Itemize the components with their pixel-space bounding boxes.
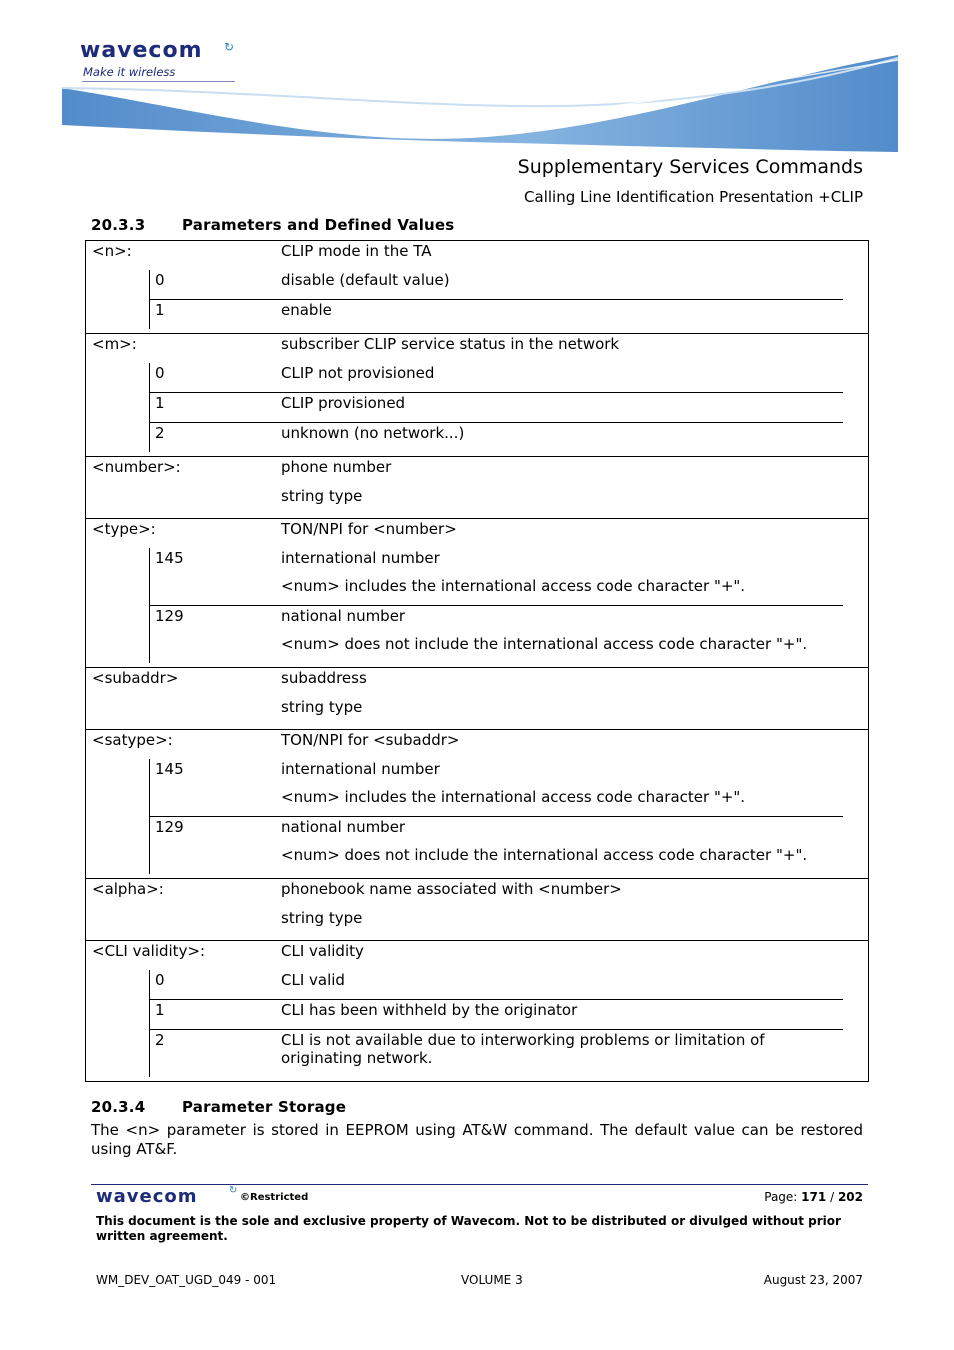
param-value-row xyxy=(150,816,843,874)
param-value-line: CLI is not available due to interworking problems or limitation of originating network. xyxy=(281,1031,765,1067)
param-value-code: 0 xyxy=(155,271,165,289)
logo-swirl-icon: ↻ xyxy=(224,40,235,54)
header-wave-banner xyxy=(0,50,954,160)
param-value-text xyxy=(281,300,843,329)
param-header-row xyxy=(86,941,868,970)
param-name: <alpha>: xyxy=(92,880,164,898)
param-description: TON/NPI for <subaddr> xyxy=(281,731,460,749)
section-number: 20.3.4 xyxy=(91,1098,146,1116)
param-group xyxy=(86,940,868,1081)
document-subtitle: Calling Line Identification Presentation +CLIP xyxy=(524,188,863,206)
page-current: 171 xyxy=(801,1190,827,1204)
section-number: 20.3.3 xyxy=(91,216,146,234)
param-values xyxy=(149,759,843,874)
param-value-code: 2 xyxy=(155,1031,165,1049)
param-description-line xyxy=(86,697,868,725)
param-value-line: national number xyxy=(281,818,406,836)
param-description: subaddress xyxy=(281,669,367,687)
page-label: Page: xyxy=(764,1190,798,1204)
param-value-text xyxy=(281,817,843,874)
param-group xyxy=(86,729,868,878)
section-title: Parameter Storage xyxy=(182,1098,347,1116)
param-value-code: 2 xyxy=(155,424,165,442)
param-value-code: 0 xyxy=(155,971,165,989)
document-title: Supplementary Services Commands xyxy=(517,156,863,178)
param-description: subscriber CLIP service status in the network xyxy=(281,335,620,353)
param-name: <subaddr> xyxy=(92,669,179,687)
param-header-row xyxy=(86,334,868,363)
param-description-text: string type xyxy=(281,698,363,716)
param-group xyxy=(86,456,868,518)
param-group xyxy=(86,667,868,729)
param-value-code: 1 xyxy=(155,394,165,412)
param-description-text: string type xyxy=(281,487,363,505)
param-header-row xyxy=(86,668,868,697)
param-name: <m>: xyxy=(92,335,137,353)
param-value-text xyxy=(281,606,843,663)
param-description-line xyxy=(86,486,868,514)
parameters-table xyxy=(85,240,869,1082)
param-name: <CLI validity>: xyxy=(92,942,206,960)
param-value-line: <num> includes the international access code character "+". xyxy=(281,788,746,806)
param-value-code: 0 xyxy=(155,364,165,382)
param-value-code: 145 xyxy=(155,760,184,778)
param-values xyxy=(149,363,843,452)
param-value-row xyxy=(150,548,843,605)
document-date: August 23, 2007 xyxy=(763,1273,863,1287)
param-value-line: disable (default value) xyxy=(281,271,450,289)
param-value-line: international number xyxy=(281,549,440,567)
param-value-text xyxy=(281,393,843,422)
param-value-line: international number xyxy=(281,760,440,778)
param-value-row xyxy=(150,999,843,1029)
param-group xyxy=(86,241,868,333)
param-value-line: <num> does not include the international access code character "+". xyxy=(281,635,808,653)
param-header-row xyxy=(86,519,868,548)
param-name: <satype>: xyxy=(92,731,173,749)
param-description-line xyxy=(86,908,868,936)
page-total: 202 xyxy=(837,1190,863,1204)
param-name: <number>: xyxy=(92,458,181,476)
param-value-row xyxy=(150,299,843,329)
param-value-row xyxy=(150,270,843,299)
param-description: CLI validity xyxy=(281,942,364,960)
param-value-text xyxy=(281,1030,843,1077)
param-value-text xyxy=(281,363,843,392)
document-reference: WM_DEV_OAT_UGD_049 - 001 xyxy=(96,1273,277,1287)
param-name: <type>: xyxy=(92,520,156,538)
section-heading-storage xyxy=(91,1098,346,1116)
section-heading-parameters xyxy=(91,216,454,234)
param-value-text xyxy=(281,970,843,999)
wavecom-logo: wavecom xyxy=(80,38,203,63)
param-name: <n>: xyxy=(92,242,132,260)
param-value-line: <num> includes the international access code character "+". xyxy=(281,577,746,595)
param-description: CLIP mode in the TA xyxy=(281,242,432,260)
param-header-row xyxy=(86,241,868,270)
param-value-row xyxy=(150,605,843,663)
restricted-label: ©Restricted xyxy=(240,1192,309,1203)
footer-divider xyxy=(91,1184,868,1185)
param-value-code: 1 xyxy=(155,301,165,319)
footer-logo-swirl-icon: ↻ xyxy=(229,1185,238,1196)
volume-label: VOLUME 3 xyxy=(461,1273,523,1287)
param-values xyxy=(149,270,843,329)
param-value-row xyxy=(150,392,843,422)
param-value-text xyxy=(281,759,843,816)
param-value-row xyxy=(150,759,843,816)
param-description-text: string type xyxy=(281,909,363,927)
storage-paragraph: The <n> parameter is stored in EEPROM using AT&W command. The default value can be restored using AT&F. xyxy=(91,1121,863,1158)
param-value-row xyxy=(150,363,843,392)
page-separator: / xyxy=(830,1190,835,1204)
param-value-line: enable xyxy=(281,301,332,319)
param-value-line: CLIP provisioned xyxy=(281,394,406,412)
param-value-line: national number xyxy=(281,607,406,625)
param-description: TON/NPI for <number> xyxy=(281,520,457,538)
param-value-row xyxy=(150,1029,843,1077)
param-header-row xyxy=(86,879,868,908)
param-value-line: CLI valid xyxy=(281,971,345,989)
param-description: phonebook name associated with <number> xyxy=(281,880,622,898)
footer-wavecom-logo: wavecom xyxy=(96,1186,198,1207)
param-value-code: 1 xyxy=(155,1001,165,1019)
param-value-line: CLIP not provisioned xyxy=(281,364,435,382)
param-group xyxy=(86,518,868,667)
param-value-row xyxy=(150,970,843,999)
param-value-line: unknown (no network...) xyxy=(281,424,465,442)
param-value-text xyxy=(281,423,843,452)
param-value-code: 129 xyxy=(155,818,184,836)
param-value-row xyxy=(150,422,843,452)
param-value-code: 129 xyxy=(155,607,184,625)
param-value-text xyxy=(281,1000,843,1029)
param-value-text xyxy=(281,548,843,605)
param-value-text xyxy=(281,270,843,299)
param-header-row xyxy=(86,730,868,759)
page-number xyxy=(764,1190,863,1204)
param-values xyxy=(149,548,843,663)
section-title: Parameters and Defined Values xyxy=(182,216,455,234)
confidentiality-notice: This document is the sole and exclusive property of Wavecom. Not to be distributed or divulged without prior written agreement. xyxy=(96,1214,841,1243)
param-value-line: <num> does not include the international access code character "+". xyxy=(281,846,808,864)
param-group xyxy=(86,333,868,456)
param-header-row xyxy=(86,457,868,486)
param-description: phone number xyxy=(281,458,392,476)
param-value-code: 145 xyxy=(155,549,184,567)
param-group xyxy=(86,878,868,940)
logo-tagline: Make it wireless xyxy=(83,65,176,79)
param-value-line: CLI has been withheld by the originator xyxy=(281,1001,578,1019)
param-values xyxy=(149,970,843,1077)
